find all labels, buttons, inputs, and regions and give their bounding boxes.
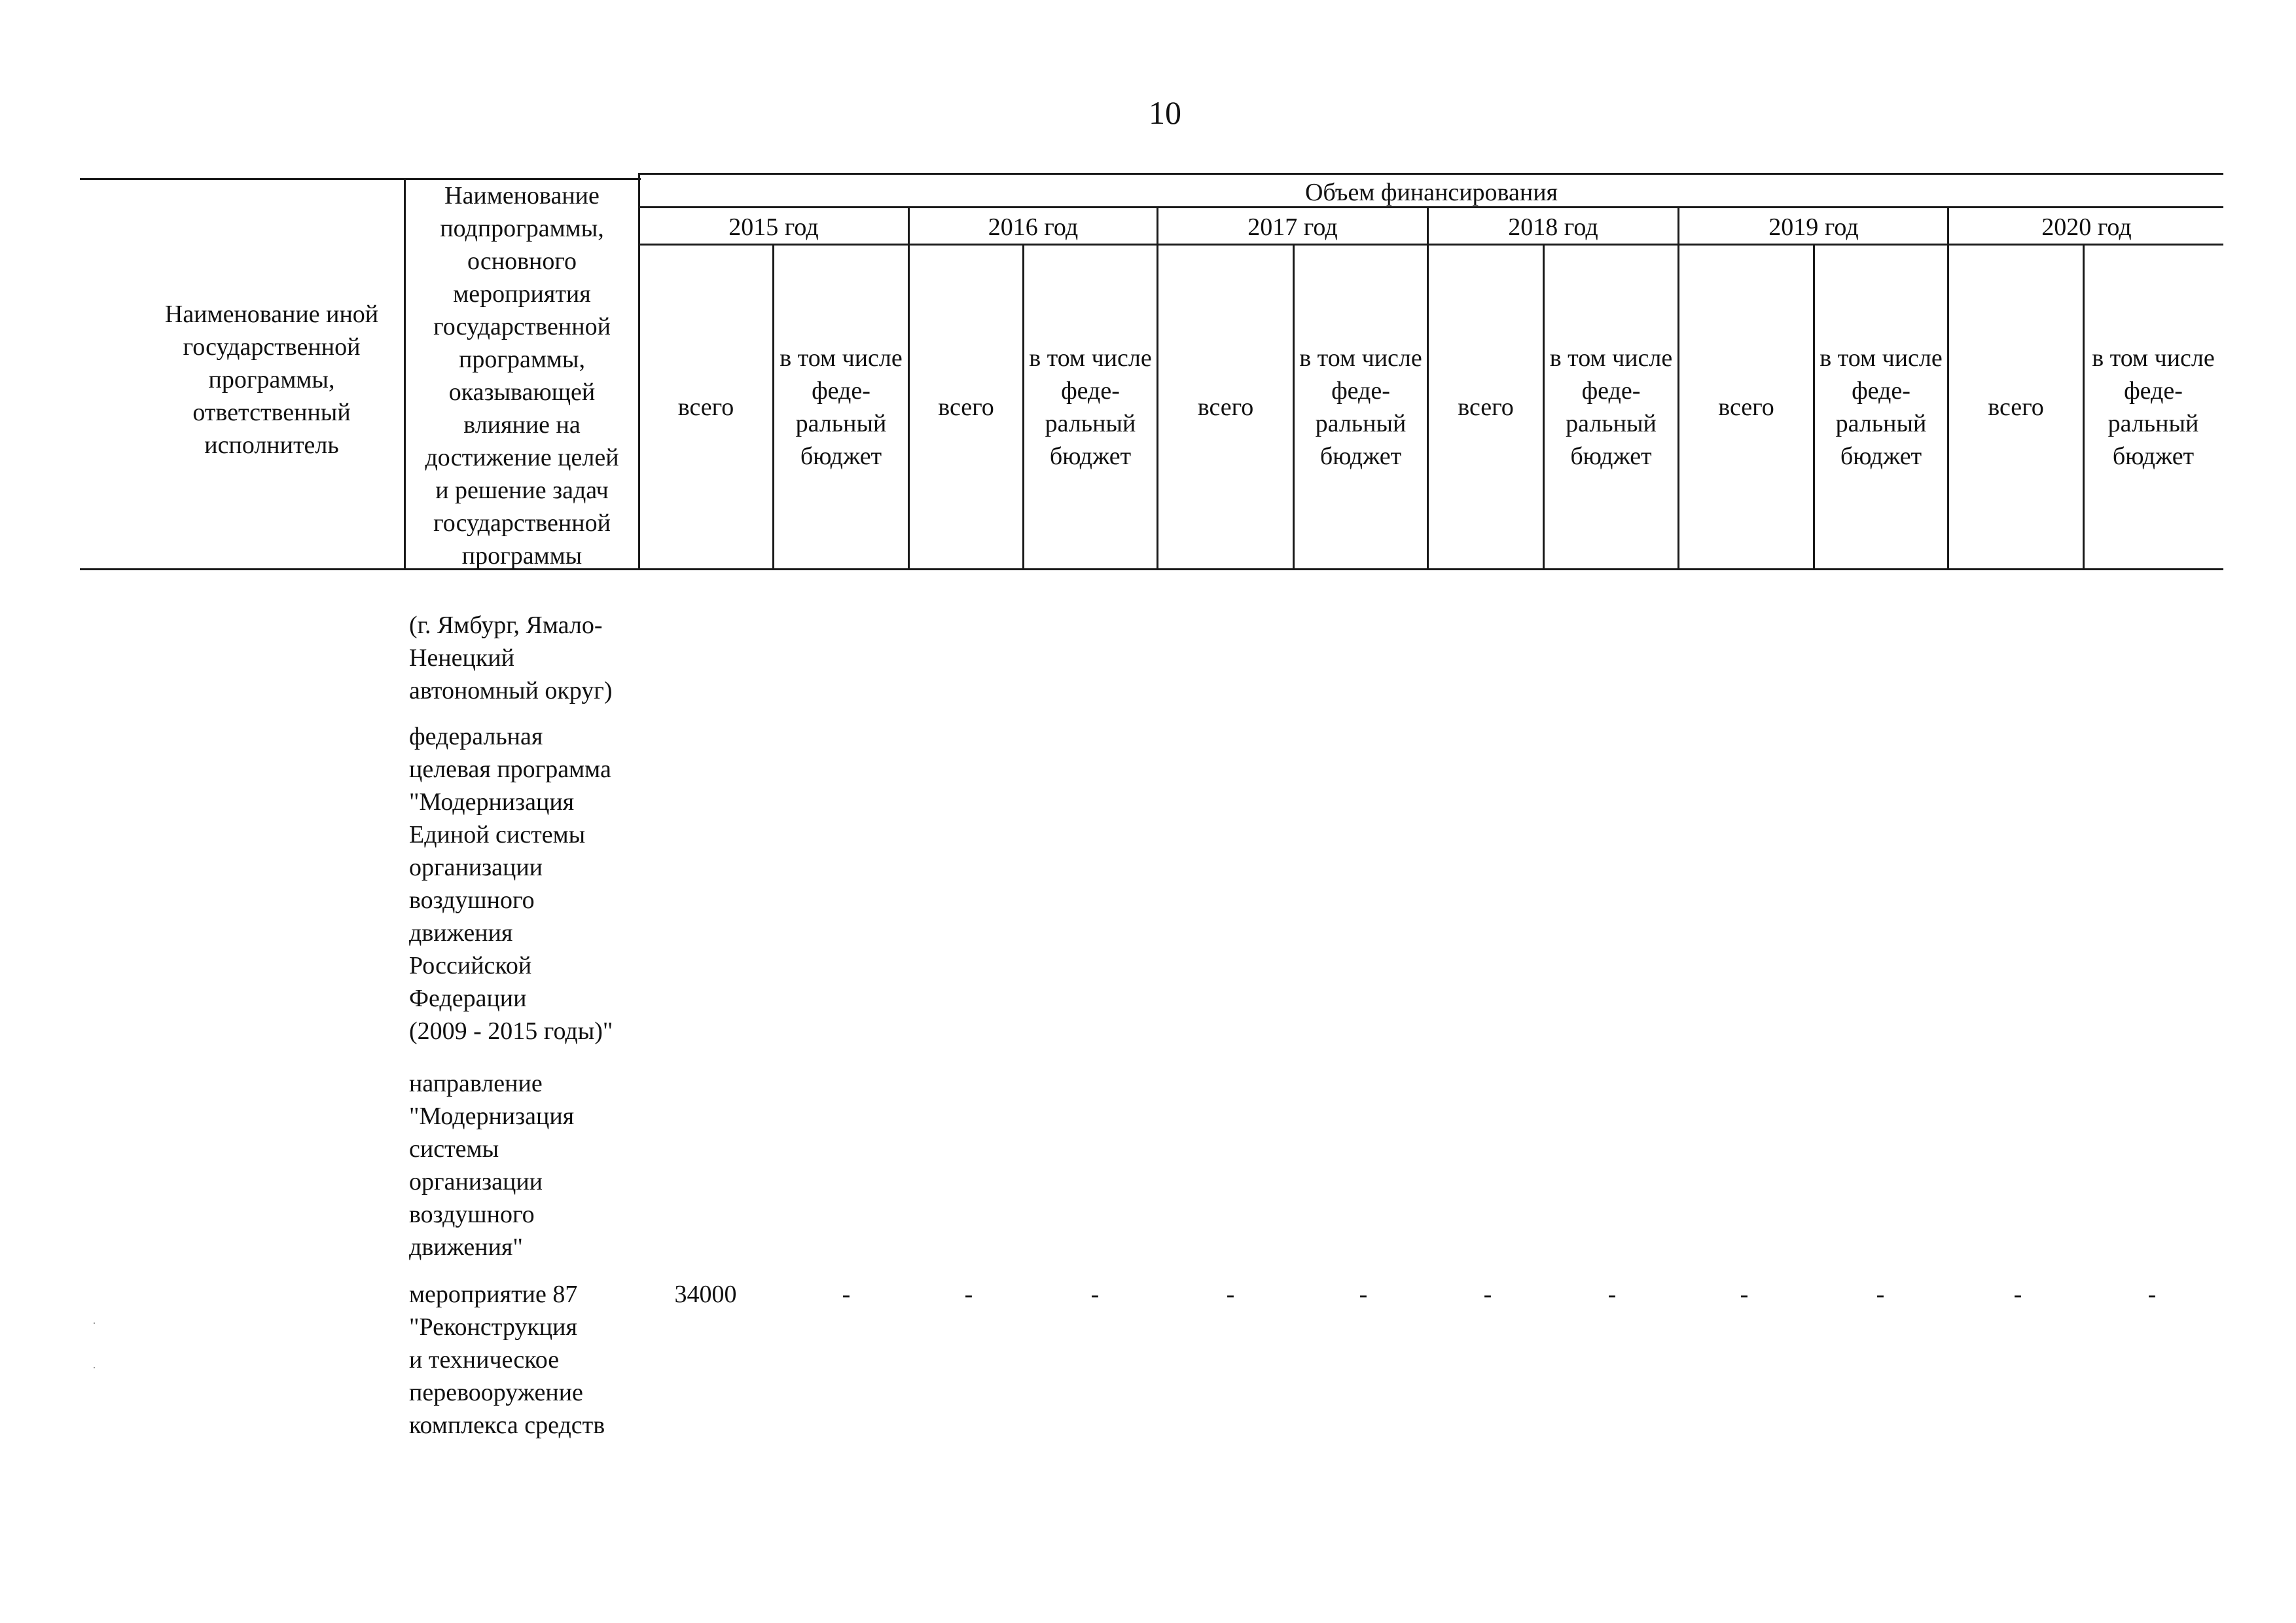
- body-location-text: (г. Ямбург, Ямало- Ненецкий автономный округ): [409, 611, 613, 704]
- value-2016-federal: -: [1090, 1281, 1100, 1308]
- body-measure-text: мероприятие 87 "Реконструкция и техническое перевооружение комплекса средств: [409, 1281, 605, 1439]
- year-label-2019: 2019 год: [1768, 213, 1859, 241]
- subheader-federal-budget: в том числе феде- ральный бюджет: [1820, 344, 1943, 470]
- subheader-total: всего: [1718, 393, 1774, 421]
- body-direction-text: направление "Модернизация системы организации воздушного движения": [409, 1070, 575, 1261]
- value-2016-total: -: [964, 1281, 973, 1308]
- value-2018-federal: -: [1607, 1281, 1617, 1308]
- year-label-2018: 2018 год: [1508, 213, 1598, 241]
- subheader-total: всего: [677, 393, 734, 421]
- year-label-2020: 2020 год: [2041, 213, 2132, 241]
- page-number: 10: [1149, 94, 1181, 131]
- header-program-name: Наименование иной государственной программы, ответственный исполнитель: [164, 301, 379, 459]
- subheader-total: всего: [938, 393, 994, 421]
- scan-speck: [94, 1322, 95, 1324]
- value-2015-total: 34000: [674, 1281, 737, 1308]
- table-top-border-right: [639, 173, 2223, 175]
- value-2018-total: -: [1483, 1281, 1492, 1308]
- subheader-federal-budget: в том числе феде- ральный бюджет: [1299, 344, 1422, 470]
- subheader-total: всего: [1197, 393, 1254, 421]
- subheader-total: всего: [1988, 393, 2044, 421]
- subheader-federal-budget: в том числе феде- ральный бюджет: [780, 344, 903, 470]
- header-funding-title: Объем финансирования: [1304, 179, 1558, 206]
- subheader-federal-budget: в том числе феде- ральный бюджет: [2092, 344, 2215, 470]
- subheader-federal-budget: в том числе феде- ральный бюджет: [1549, 344, 1673, 470]
- year-label-2017: 2017 год: [1247, 213, 1338, 241]
- year-label-2015: 2015 год: [728, 213, 819, 241]
- value-2017-federal: -: [1359, 1281, 1368, 1308]
- value-2020-federal: -: [2147, 1281, 2157, 1308]
- body-federal-program-text: федеральная целевая программа "Модернизация Единой системы организации воздушного движения Российской Федерации (2009 - 2015 годы)": [409, 723, 613, 1045]
- value-2015-federal: -: [842, 1281, 851, 1308]
- year-label-2016: 2016 год: [988, 213, 1079, 241]
- header-bottom-border: [80, 568, 2223, 570]
- value-2019-federal: -: [1876, 1281, 1885, 1308]
- value-2020-total: -: [2013, 1281, 2022, 1308]
- header-subprogram-name: Наименование подпрограммы, основного мероприятия государственной программы, оказывающей влияние на достижение целей и решение задач государственной программы: [425, 182, 619, 570]
- scan-speck: [94, 1367, 95, 1368]
- subheader-total: всего: [1458, 393, 1514, 421]
- subheader-federal-budget: в том числе феде- ральный бюджет: [1029, 344, 1152, 470]
- value-2019-total: -: [1740, 1281, 1749, 1308]
- value-2017-total: -: [1226, 1281, 1235, 1308]
